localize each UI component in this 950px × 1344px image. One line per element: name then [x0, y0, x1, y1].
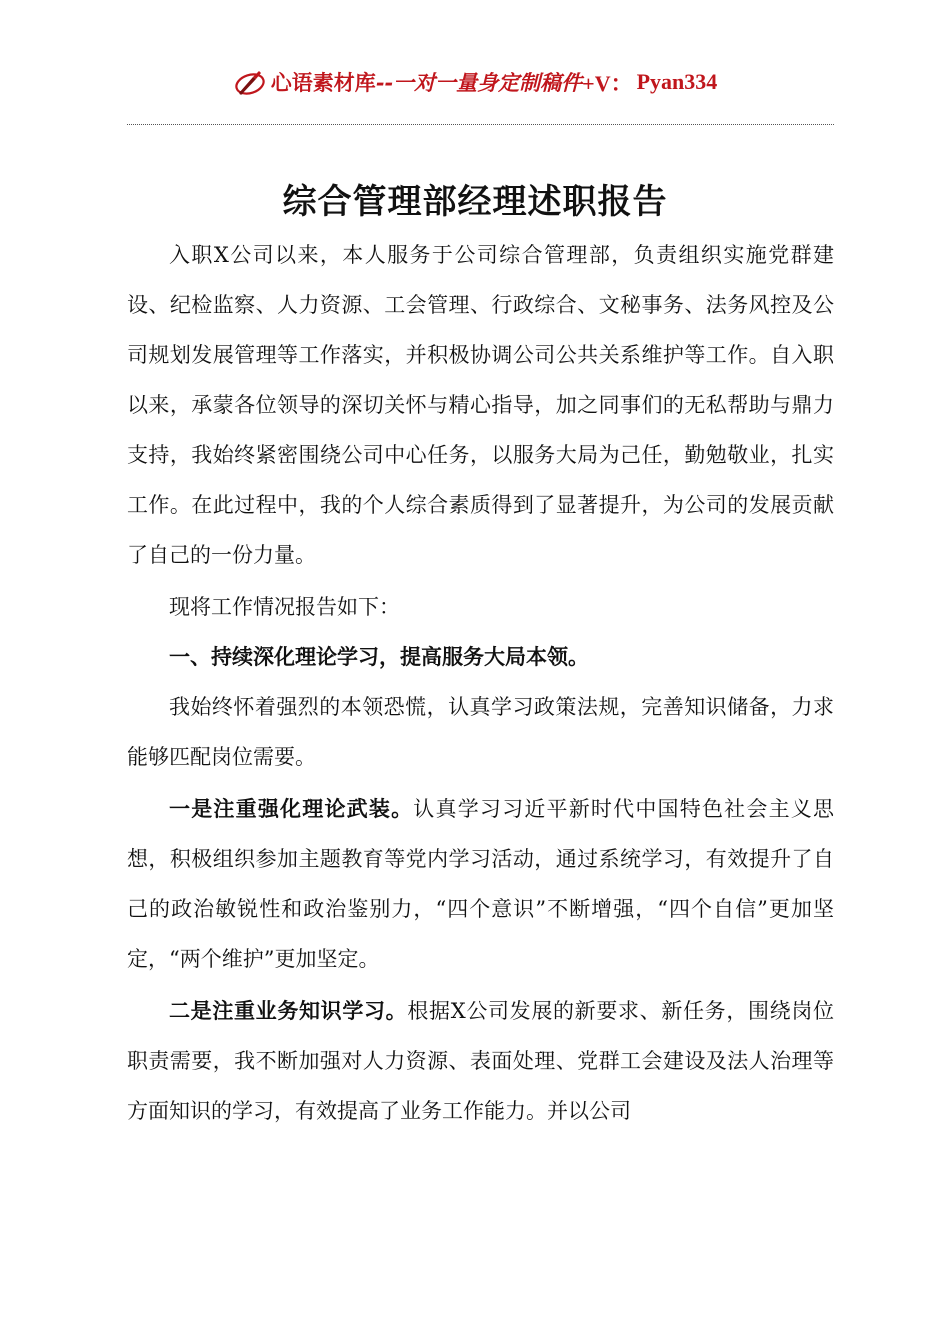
body-paragraph-intro [127, 230, 834, 580]
paragraph-lead: 二是注重业务知识学习。 [169, 999, 408, 1023]
header-banner [233, 67, 718, 98]
brand-name: 心语素材库 [270, 70, 376, 95]
paragraph-text: 根据X公司发展的新要求、新任务，围绕岗位职责需要，我不断加强对人力资源、表面处理、党群工会建设及法人治理等方面知识的学习，有效提高了业务工作能力。并以公司 [127, 999, 835, 1123]
body-paragraph-theory [127, 784, 834, 984]
pen-swirl-logo-icon [233, 67, 269, 97]
body-paragraph-learning [127, 682, 834, 782]
wechat-id: Pyan334 [636, 69, 718, 94]
section-heading-1 [127, 632, 834, 682]
wechat-prefix: +V： [582, 70, 633, 96]
paragraph-lead: 一是注重强化理论武装。 [169, 797, 414, 821]
page-header [0, 62, 950, 102]
body-paragraph-business [127, 986, 834, 1136]
paragraph-text: 认真学习习近平新时代中国特色社会主义思想，积极组织参加主题教育等党内学习活动，通过系统学习，有效提升了自己的政治敏锐性和政治鉴别力，“四个意识”不断增强，“四个自信”更加坚定，“两个维护”更加坚定。 [127, 797, 835, 971]
document-body [127, 230, 834, 1136]
paragraph-text: 入职X公司以来，本人服务于公司综合管理部，负责组织实施党群建设、纪检监察、人力资源、工会管理、行政综合、文秘事务、法务风控及公司规划发展管理等工作落实，并积极协调公司公共关系维护等工作。自入职以来，承蒙各位领导的深切关怀与精心指导，加之同事们的无私帮助与鼎力支持，我始终紧密围绕公司中心任务，以服务大局为己任，勤勉敬业，扎实工作。在此过程中，我的个人综合素质得到了显著提升，为公司的发展贡献了自己的一份力量。 [127, 243, 834, 567]
section-heading-text: 一、持续深化理论学习，提高服务大局本领。 [169, 645, 589, 669]
paragraph-text: 现将工作情况报告如下： [169, 595, 400, 619]
document-title: 综合管理部经理述职报告 [282, 182, 668, 222]
header-slogan: --一对一量身定制稿件 [375, 70, 583, 95]
header-divider [127, 124, 834, 125]
paragraph-text: 我始终怀着强烈的本领恐慌，认真学习政策法规，完善知识储备，力求能够匹配岗位需要。 [127, 695, 834, 769]
body-paragraph-report-intro [127, 582, 834, 632]
